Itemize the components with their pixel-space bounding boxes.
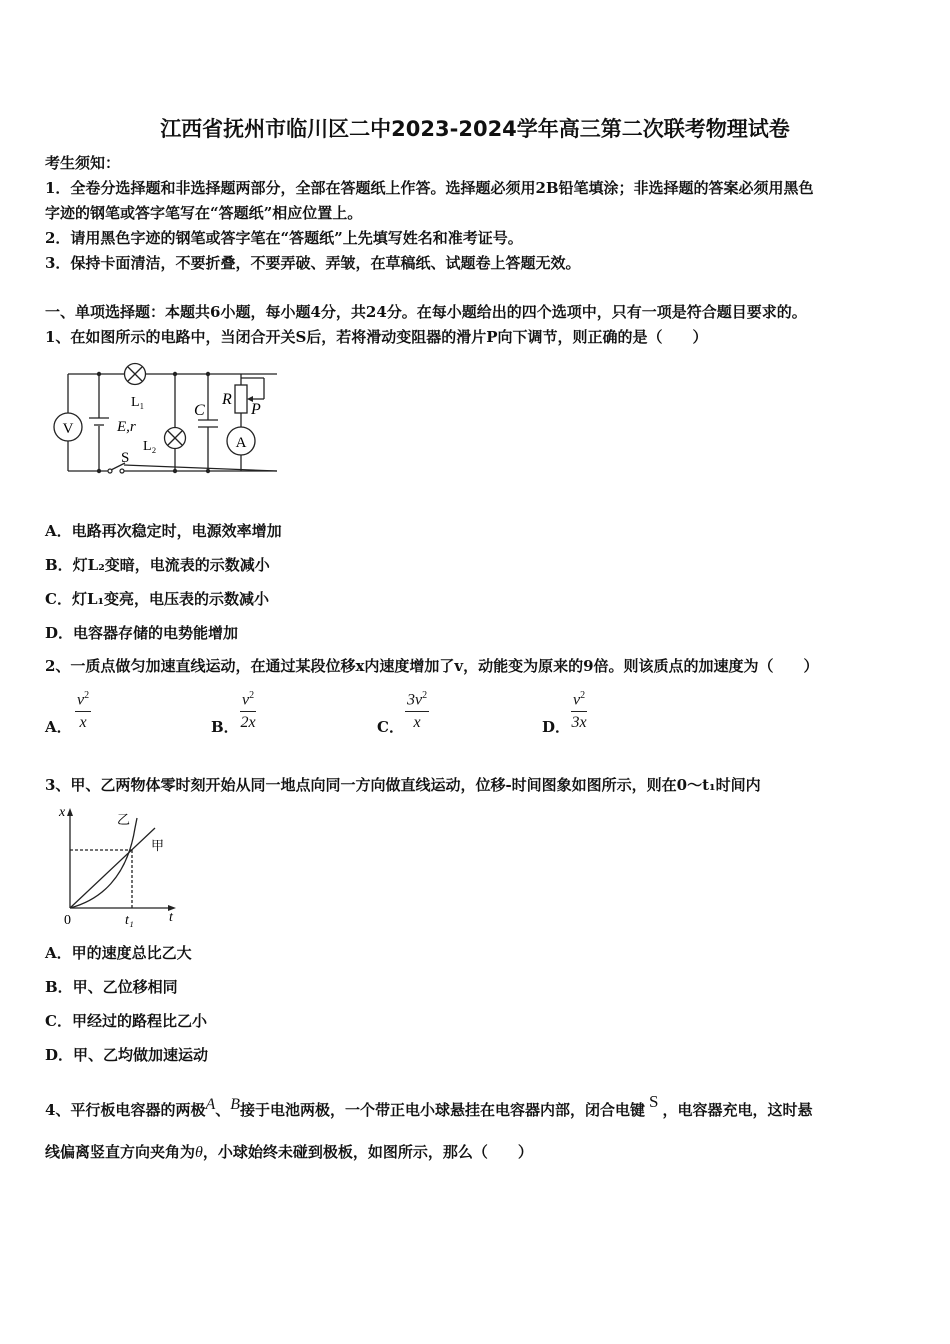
displacement-time-graph [55, 800, 195, 928]
q3-option-a: A．甲的速度总比乙大 [45, 944, 192, 962]
jia-label: 甲 [151, 838, 165, 853]
q2-option-b-label: B． [211, 718, 239, 736]
q3-option-c: C．甲经过的路程比乙小 [45, 1012, 207, 1030]
curve-yi [70, 818, 137, 908]
resistor-label: R [222, 391, 232, 408]
curve-jia [70, 828, 155, 908]
question-2-stem: 2、一质点做匀加速直线运动，在通过某段位移x内速度增加了v，动能变为原来的9倍。则该质点的加速度为（ ） [45, 657, 819, 675]
x-axis-label: x [59, 805, 66, 820]
yi-label: 乙 [117, 812, 131, 827]
q2-option-d-fraction: $\frac{v^2}{3x}$ [571, 690, 587, 732]
notice-item: 2．请用黑色字迹的钢笔或答字笔在“答题纸”上先填写姓名和准考证号。 [45, 229, 523, 247]
page-title: 江西省抚州市临川区二中2023-2024学年高三第二次联考物理试卷 [160, 117, 790, 141]
q1-option-b: B．灯L₂变暗，电流表的示数减小 [45, 556, 270, 574]
emf-label: E,r [117, 419, 136, 435]
q3-option-d: D．甲、乙均做加速运动 [45, 1046, 209, 1064]
q2-option-c-fraction: $\frac{3v^2}{x}$ [407, 690, 428, 732]
q2-option-a-fraction: $\frac{v^2}{x}$ [77, 690, 90, 732]
question-4-stem-line2: 线偏离竖直方向夹角为θ，小球始终未碰到极板，如图所示，那么（ ） [45, 1143, 533, 1161]
circuit-diagram [45, 358, 285, 483]
notice-heading: 考生须知： [45, 154, 121, 172]
question-4-stem: 4、平行板电容器的两极A、B接于电池两极，一个带正电小球悬挂在电容器内部，闭合电键 S ，电容器充电，这时悬 [45, 1092, 813, 1119]
capacitor-label: C [194, 402, 205, 419]
notice-item: 字迹的钢笔或答字笔写在“答题纸”相应位置上。 [45, 204, 363, 222]
notice-item: 3．保持卡面清洁，不要折叠，不要弄破、弄皱，在草稿纸、试题卷上答题无效。 [45, 254, 581, 272]
question-1-stem: 1、在如图所示的电路中，当闭合开关S后，若将滑动变阻器的滑片P向下调节，则正确的是（ ） [45, 328, 708, 346]
question-3-stem: 3、甲、乙两物体零时刻开始从同一地点向同一方向做直线运动，位移-时间图象如图所示，则在0～t₁时间内 [45, 776, 761, 794]
switch-label: S [121, 450, 130, 466]
l1-label: L₁ [131, 395, 145, 410]
t1-label: t₁ [125, 913, 134, 928]
t-axis-label: t [169, 910, 173, 925]
section-heading: 一、单项选择题：本题共6小题，每小题4分，共24分。在每小题给出的四个选项中，只有一项是符合题目要求的。 [45, 303, 807, 321]
l2-label: L₂ [143, 439, 157, 454]
q1-option-d: D．电容器存储的电势能增加 [45, 624, 239, 642]
q3-option-b: B．甲、乙位移相同 [45, 978, 178, 996]
voltmeter-label: V [62, 421, 74, 437]
q2-option-a-label: A． [45, 718, 72, 736]
q2-option-c-label: C． [377, 718, 404, 736]
ammeter-label: A [235, 435, 247, 451]
q1-option-c: C．灯L₁变亮，电压表的示数减小 [45, 590, 270, 608]
q1-option-a: A．电路再次稳定时，电源效率增加 [45, 522, 282, 540]
slider-label: P [251, 401, 261, 418]
notice-item: 1．全卷分选择题和非选择题两部分，全部在答题纸上作答。选择题必须用2B铅笔填涂；非选择题的答案必须用黑色 [45, 179, 814, 197]
q2-option-d-label: D． [542, 718, 571, 736]
origin-label: 0 [64, 913, 71, 928]
q2-option-b-fraction: $\frac{v^2}{2x}$ [240, 690, 256, 732]
